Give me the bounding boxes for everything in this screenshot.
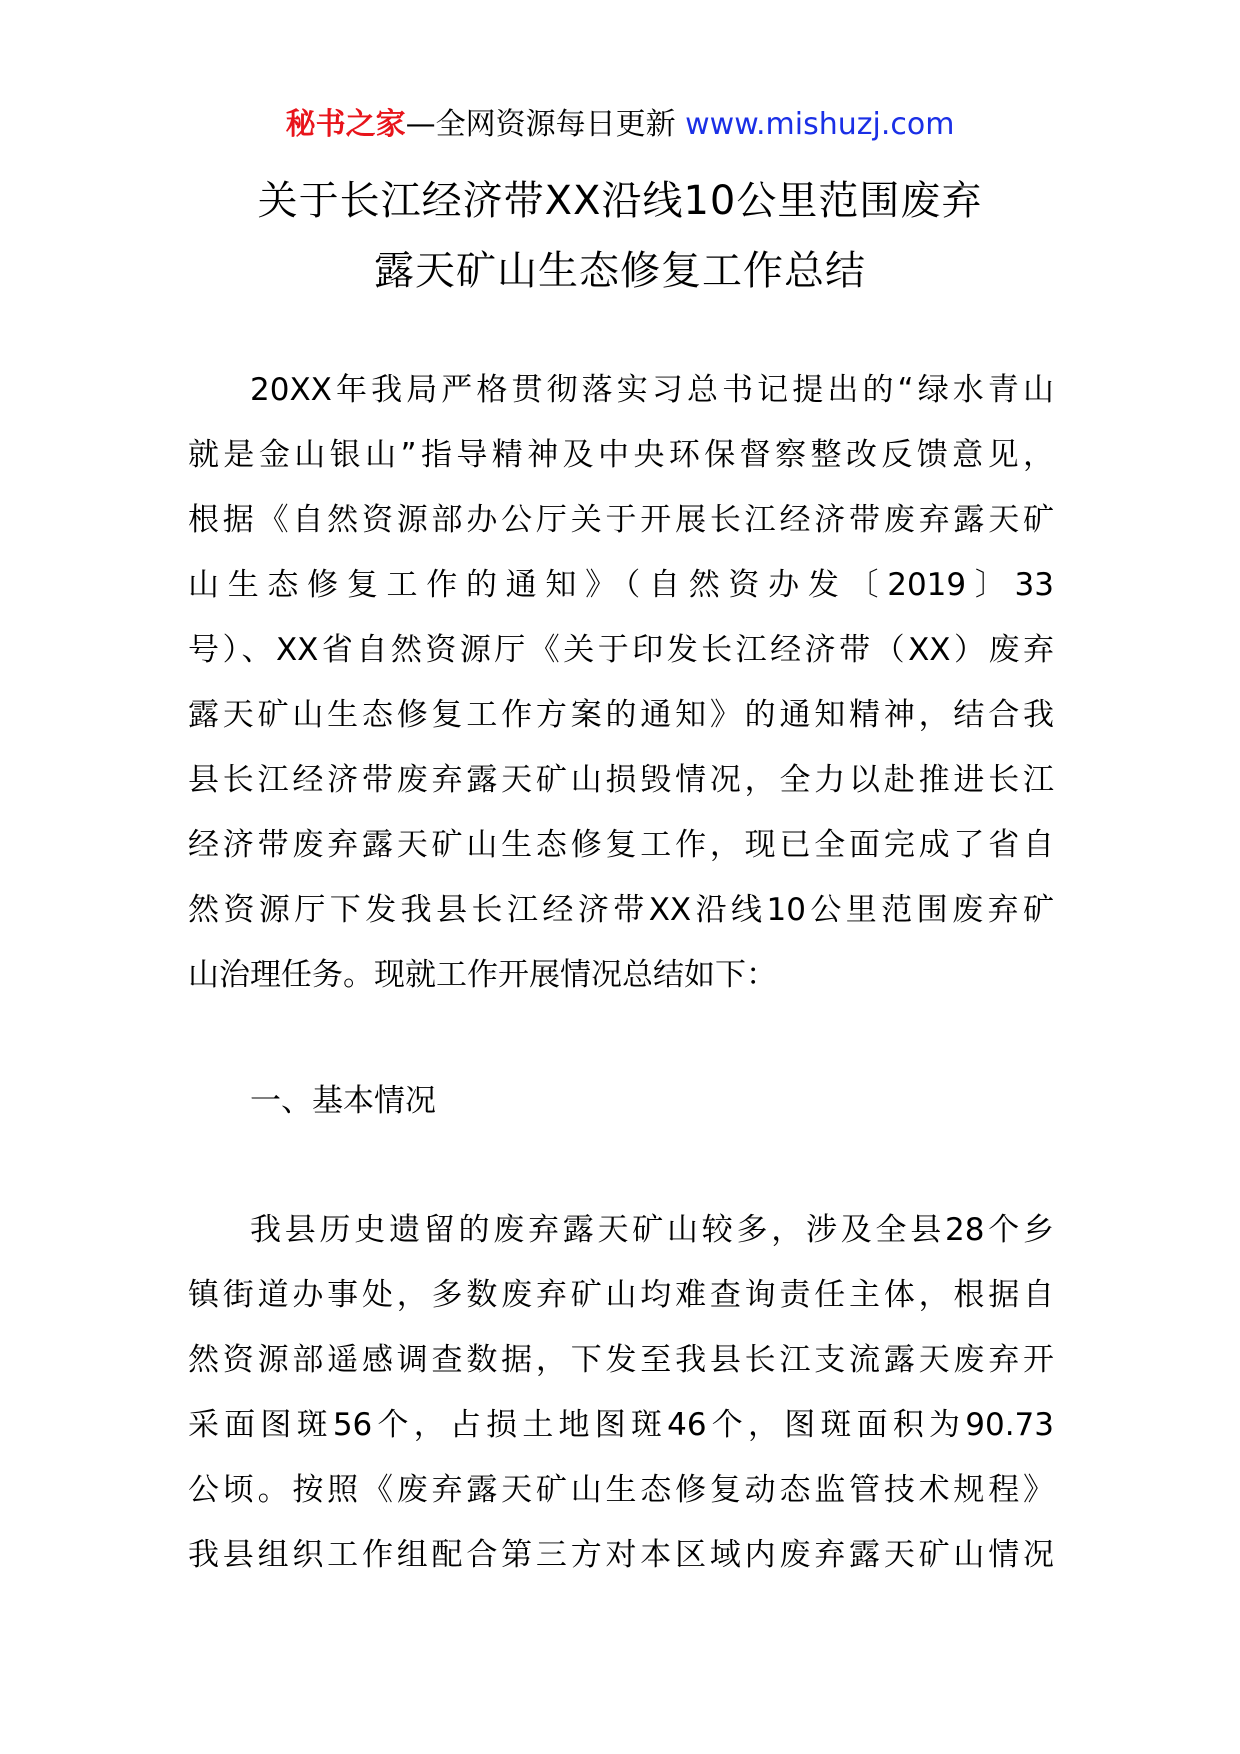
site-header xyxy=(0,103,1240,147)
paragraph-line: 20XX年我局严格贯彻落实习总书记提出的“绿水青山 xyxy=(250,372,1054,408)
paragraph-line: 县长江经济带废弃露天矿山损毁情况，全力以赴推进长江 xyxy=(188,762,1054,798)
intro-paragraph xyxy=(188,358,1054,1008)
paragraph-line: 镇街道办事处，多数废弃矿山均难查询责任主体，根据自 xyxy=(188,1277,1054,1313)
brand-name: 秘书之家 xyxy=(285,107,406,142)
paragraph-line: 露天矿山生态修复工作方案的通知》的通知精神，结合我 xyxy=(188,697,1054,733)
paragraph-line: 山生态修复工作的通知》（自然资办发〔2019〕33 xyxy=(188,567,1054,603)
title-line-2: 露天矿山生态修复工作总结 xyxy=(374,248,866,294)
basic-situation-paragraph xyxy=(188,1198,1054,1588)
section-heading-text: 一、基本情况 xyxy=(250,1083,436,1119)
document-title xyxy=(0,166,1240,306)
title-line-1: 关于长江经济带XX沿线10公里范围废弃 xyxy=(257,178,983,224)
paragraph-line: 我县组织工作组配合第三方对本区域内废弃露天矿山情况 xyxy=(188,1537,1054,1573)
header-tagline: —全网资源每日更新 xyxy=(405,107,686,142)
paragraph-line: 然资源部遥感调查数据，下发至我县长江支流露天废弃开 xyxy=(188,1342,1054,1378)
paragraph-line: 采面图斑56个，占损土地图斑46个，图斑面积为90.73 xyxy=(188,1407,1054,1443)
paragraph-line: 公顷。按照《废弃露天矿山生态修复动态监管技术规程》 xyxy=(188,1472,1054,1508)
paragraph-line: 我县历史遗留的废弃露天矿山较多，涉及全县28个乡 xyxy=(250,1212,1054,1248)
paragraph-line: 就是金山银山”指导精神及中央环保督察整改反馈意见， xyxy=(188,437,1054,473)
paragraph-line: 根据《自然资源部办公厅关于开展长江经济带废弃露天矿 xyxy=(188,502,1054,538)
paragraph-line: 然资源厅下发我县长江经济带XX沿线10公里范围废弃矿 xyxy=(188,892,1054,928)
paragraph-line: 号）、XX省自然资源厅《关于印发长江经济带（XX）废弃 xyxy=(188,632,1054,668)
paragraph-line: 经济带废弃露天矿山生态修复工作，现已全面完成了省自 xyxy=(188,827,1054,863)
paragraph-line: 山治理任务。现就工作开展情况总结如下： xyxy=(188,957,777,993)
section-heading xyxy=(188,1069,1054,1134)
site-url-link[interactable]: www.mishuzj.com xyxy=(685,107,955,142)
